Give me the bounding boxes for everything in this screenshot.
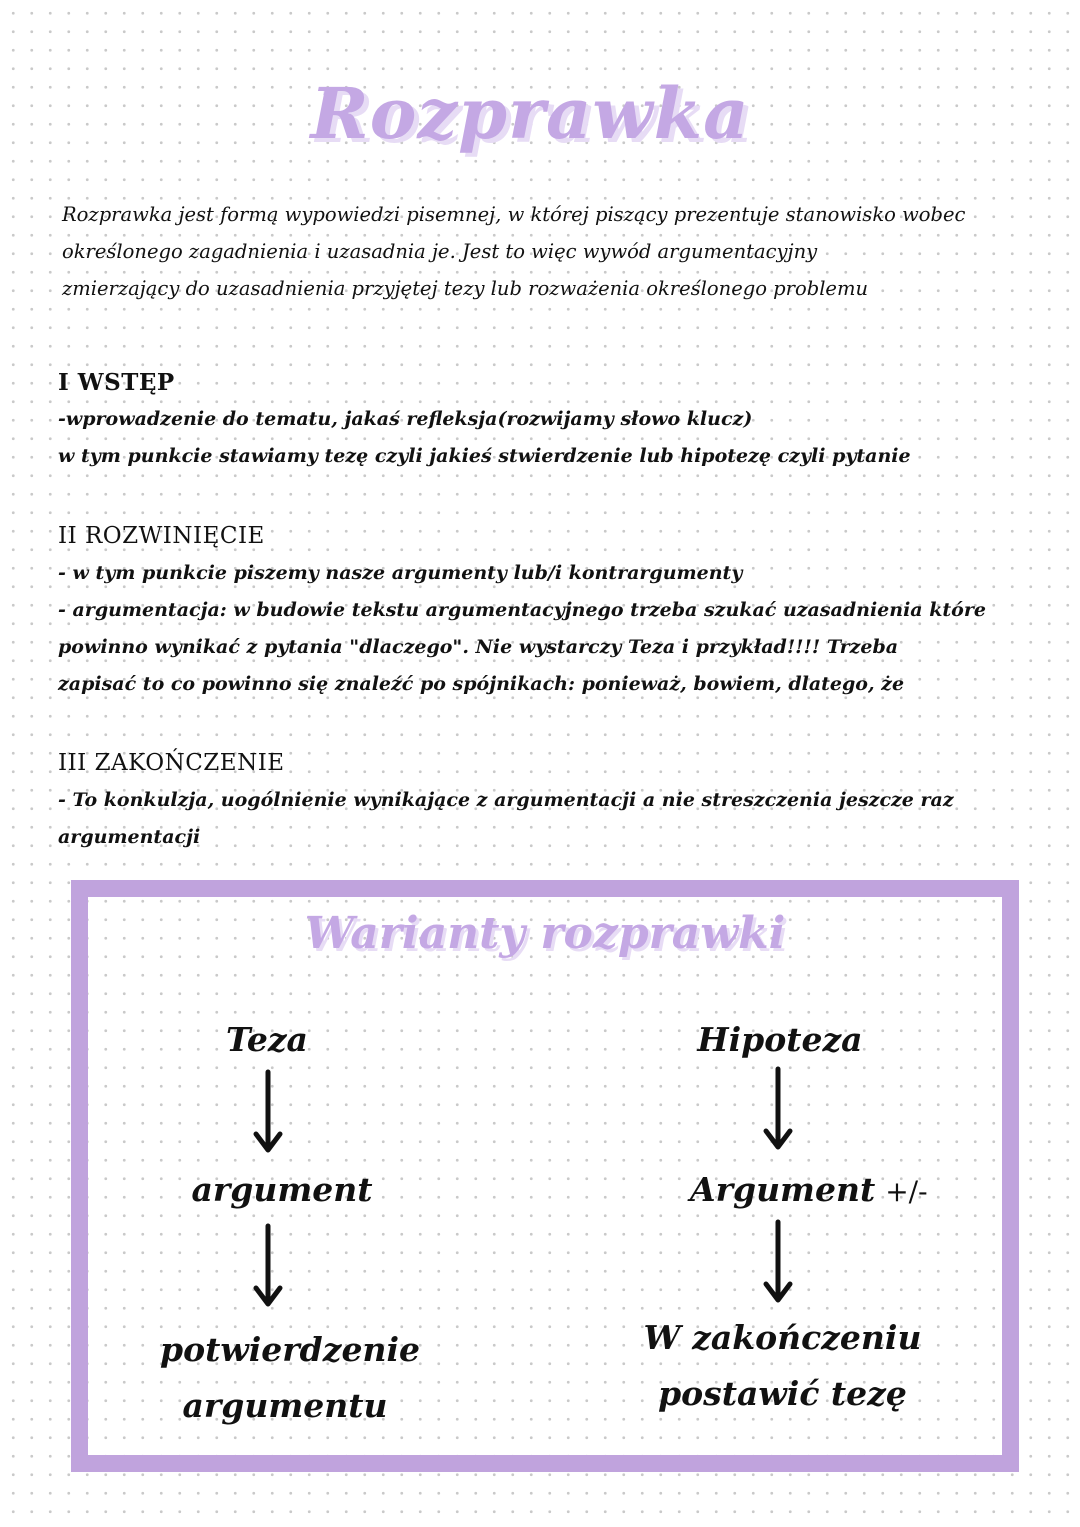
section-heading: II ROZWINIĘCIE — [58, 523, 265, 549]
intro-line: określonego zagadnienia i uzasadnia je. Jest to więc wywód argumentacyjny — [62, 240, 818, 263]
section-line: argumentacji — [58, 826, 201, 848]
arrow-down-icon — [248, 1068, 288, 1158]
section-line: w tym punkcie stawiamy tezę czyli jakieś stwierdzenie lub hipotezę czyli pytanie — [58, 445, 911, 467]
page-title: Rozprawka — [310, 72, 750, 155]
plus-minus-note: +/- — [885, 1175, 928, 1208]
left-step-line: potwierdzenie — [160, 1330, 420, 1369]
left-step-potwierdzenie — [160, 1322, 420, 1434]
section-rozwiniecie — [58, 518, 1033, 703]
section-heading: I WSTĘP — [58, 369, 175, 396]
section-zakonczenie — [58, 745, 1033, 856]
left-step-argument: argument — [191, 1170, 373, 1209]
intro-paragraph — [62, 196, 1032, 307]
right-step-argument — [690, 1162, 950, 1220]
section-line: zapisać to co powinno się znaleźć po spójnikach: ponieważ, bowiem, dlatego, że — [58, 673, 905, 695]
left-step-teza: Teza — [226, 1020, 308, 1059]
right-step-zakonczenie — [640, 1310, 925, 1422]
right-step-hipoteza: Hipoteza — [697, 1020, 863, 1059]
intro-line: Rozprawka jest formą wypowiedzi pisemnej, w której piszący prezentuje stanowisko wobec — [62, 203, 966, 226]
section-line: - To konkulzja, uogólnienie wynikające z argumentacji a nie streszczenia jeszcze raz — [58, 789, 954, 811]
arrow-down-icon — [248, 1222, 288, 1312]
right-step-line: postawić tezę — [658, 1374, 907, 1413]
arrow-down-icon — [758, 1218, 798, 1308]
arrow-down-icon — [758, 1065, 798, 1155]
section-line: - argumentacja: w budowie tekstu argumentacyjnego trzeba szukać uzasadnienia które — [58, 599, 986, 621]
section-line: powinno wynikać z pytania "dlaczego". Nie wystarczy Teza i przykład!!!! Trzeba — [58, 636, 899, 658]
right-step-argument-label: Argument — [690, 1170, 876, 1209]
section-line: -wprowadzenie do tematu, jakaś refleksja(rozwijamy słowo klucz) — [58, 408, 753, 430]
section-heading: III ZAKOŃCZENIE — [58, 750, 285, 776]
variants-title: Warianty rozprawki — [304, 908, 786, 959]
right-step-line: W zakończeniu — [643, 1318, 922, 1357]
left-step-line: argumentu — [182, 1386, 388, 1425]
section-wstep — [58, 364, 1033, 475]
intro-line: zmierzający do uzasadnienia przyjętej tezy lub rozważenia określonego problemu — [62, 277, 869, 300]
section-line: - w tym punkcie piszemy nasze argumenty lub/i kontrargumenty — [58, 562, 743, 584]
